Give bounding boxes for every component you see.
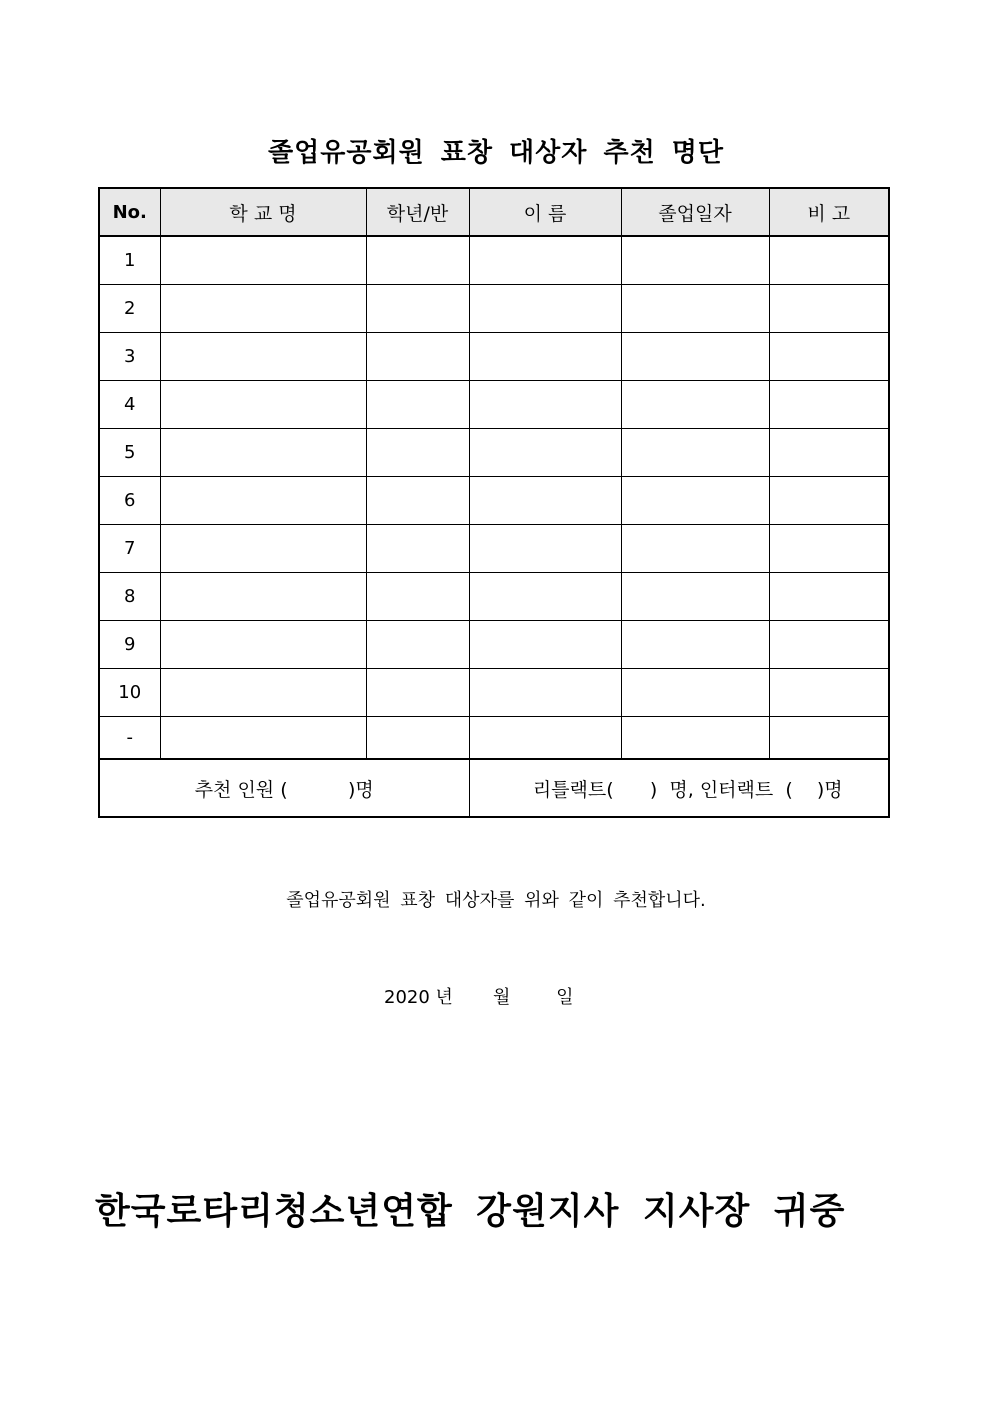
grade-class-cell[interactable] [366,668,469,716]
name-cell[interactable] [469,668,621,716]
graduation-date-cell[interactable] [621,620,769,668]
name-cell[interactable] [469,620,621,668]
table-row [99,332,889,380]
table-row [99,380,889,428]
name-cell[interactable] [469,524,621,572]
name-cell[interactable] [469,716,621,759]
grade-class-cell[interactable] [366,236,469,284]
club-breakdown-count[interactable]: 리틀랙트( ) 명, 인터랙트 ( )명 [469,759,889,817]
grade-class-cell[interactable] [366,716,469,759]
table-row [99,572,889,620]
recommendation-statement: 졸업유공회원 표창 대상자를 위와 같이 추천합니다. [286,890,706,911]
row-number: 7 [99,524,160,572]
row-number: 3 [99,332,160,380]
table-row [99,716,889,759]
grade-class-cell[interactable] [366,332,469,380]
table-row [99,668,889,716]
graduation-date-cell[interactable] [621,524,769,572]
grade-class-cell[interactable] [366,572,469,620]
table-row [99,236,889,284]
name-cell[interactable] [469,428,621,476]
addressee: 한국로타리청소년연합 강원지사 지사장 귀중 [95,1191,846,1232]
name-cell[interactable] [469,476,621,524]
grade-class-cell[interactable] [366,284,469,332]
header-school-name: 학 교 명 [160,188,366,236]
row-number: 8 [99,572,160,620]
graduation-date-cell[interactable] [621,668,769,716]
row-number: 9 [99,620,160,668]
school-name-cell[interactable] [160,236,366,284]
remarks-cell[interactable] [769,236,889,284]
school-name-cell[interactable] [160,476,366,524]
recommended-count[interactable]: 추천 인원 ( )명 [99,759,469,817]
school-name-cell[interactable] [160,620,366,668]
remarks-cell[interactable] [769,284,889,332]
document-title: 졸업유공회원 표창 대상자 추천 명단 [268,138,724,168]
name-cell[interactable] [469,332,621,380]
grade-class-cell[interactable] [366,620,469,668]
grade-class-cell[interactable] [366,476,469,524]
table-header-row [99,188,889,236]
graduation-date-cell[interactable] [621,284,769,332]
remarks-cell[interactable] [769,332,889,380]
header-graduation-date: 졸업일자 [621,188,769,236]
grade-class-cell[interactable] [366,380,469,428]
row-number: 2 [99,284,160,332]
remarks-cell[interactable] [769,668,889,716]
school-name-cell[interactable] [160,428,366,476]
name-cell[interactable] [469,380,621,428]
header-grade-class: 학년/반 [366,188,469,236]
row-number: 5 [99,428,160,476]
school-name-cell[interactable] [160,716,366,759]
remarks-cell[interactable] [769,620,889,668]
graduation-date-cell[interactable] [621,380,769,428]
row-number: - [99,716,160,759]
table-row [99,524,889,572]
table-row [99,428,889,476]
remarks-cell[interactable] [769,476,889,524]
school-name-cell[interactable] [160,572,366,620]
name-cell[interactable] [469,284,621,332]
header-remarks: 비 고 [769,188,889,236]
header-name: 이 름 [469,188,621,236]
row-number: 6 [99,476,160,524]
remarks-cell[interactable] [769,380,889,428]
row-number: 10 [99,668,160,716]
grade-class-cell[interactable] [366,428,469,476]
table-row [99,476,889,524]
school-name-cell[interactable] [160,668,366,716]
remarks-cell[interactable] [769,572,889,620]
table-row [99,620,889,668]
graduation-date-cell[interactable] [621,476,769,524]
row-number: 1 [99,236,160,284]
graduation-date-cell[interactable] [621,716,769,759]
school-name-cell[interactable] [160,332,366,380]
remarks-cell[interactable] [769,428,889,476]
school-name-cell[interactable] [160,284,366,332]
row-number: 4 [99,380,160,428]
graduation-date-cell[interactable] [621,236,769,284]
graduation-date-cell[interactable] [621,428,769,476]
remarks-cell[interactable] [769,716,889,759]
graduation-date-cell[interactable] [621,332,769,380]
table-row [99,284,889,332]
recommendation-table [98,187,890,818]
header-no: No. [99,188,160,236]
grade-class-cell[interactable] [366,524,469,572]
summary-row [99,759,889,817]
name-cell[interactable] [469,572,621,620]
name-cell[interactable] [469,236,621,284]
remarks-cell[interactable] [769,524,889,572]
school-name-cell[interactable] [160,380,366,428]
graduation-date-cell[interactable] [621,572,769,620]
date-line: 2020 년 월 일 [384,987,574,1008]
school-name-cell[interactable] [160,524,366,572]
